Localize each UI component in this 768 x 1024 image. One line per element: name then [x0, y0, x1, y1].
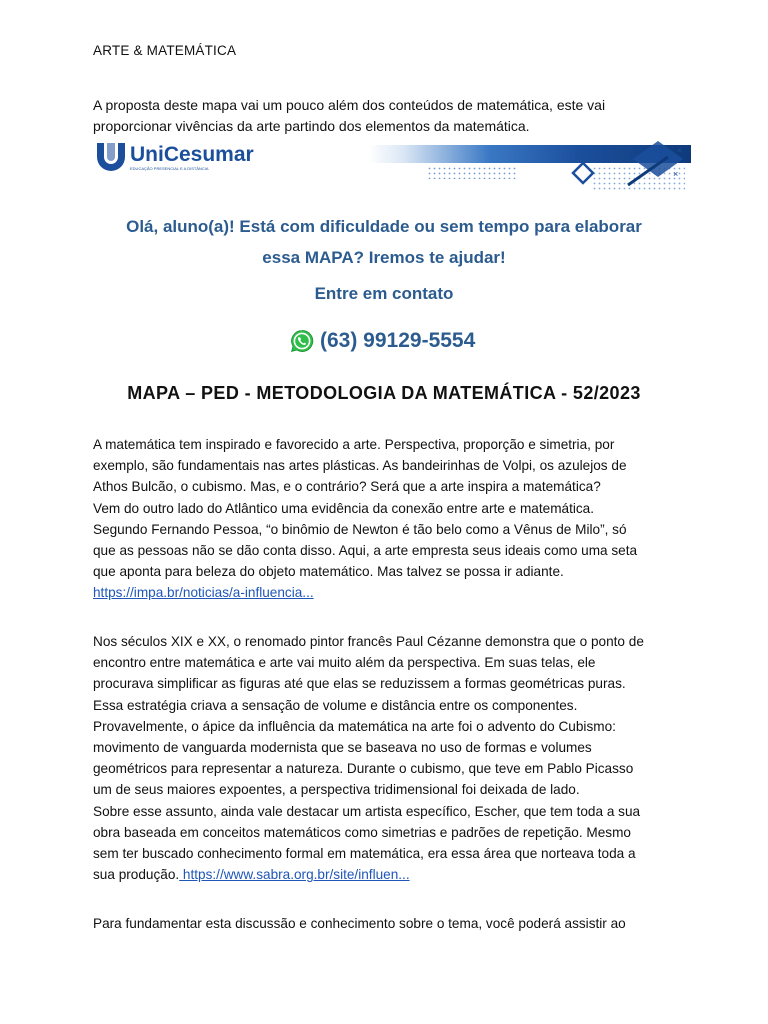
- logo-mark-icon: [97, 143, 125, 171]
- paragraph-1-line: Segundo Fernando Pessoa, “o binômio de Newton é tão belo como a Vênus de Milo”, só: [93, 521, 627, 537]
- paragraph-2: [93, 631, 683, 885]
- banner-brand: UniCesumar: [130, 143, 254, 166]
- cta-line-1: Olá, aluno(a)! Está com dificuldade ou sem tempo para elaborar: [126, 217, 642, 236]
- cta-message: [93, 211, 675, 273]
- paragraph-2-line: Provavelmente, o ápice da influência da matemática na arte foi o advento do Cubismo:: [93, 718, 616, 734]
- whatsapp-icon: [290, 329, 314, 353]
- intro-line-2: proporcionar vivências da arte partindo dos elementos da matemática.: [93, 118, 530, 134]
- paragraph-1-line: Vem do outro lado do Atlântico uma evidência da conexão entre arte e matemática.: [93, 500, 595, 516]
- contact-label: Entre em contato: [314, 284, 454, 303]
- paragraph-1: [93, 434, 683, 604]
- paragraph-1-line: Athos Bulcão, o cubismo. Mas, e o contrário? Será que a arte inspira a matemática?: [93, 479, 601, 495]
- phone-contact[interactable]: [290, 329, 475, 353]
- impa-link[interactable]: https://impa.br/noticias/a-influencia...: [93, 585, 314, 601]
- paragraph-2-line: Essa estratégia criava a sensação de volume e distância entre os componentes.: [93, 697, 578, 713]
- banner-graphic: [93, 137, 691, 193]
- paragraph-2-line: geométricos para representar a natureza. Durante o cubismo, que teve em Pablo Picasso: [93, 761, 634, 777]
- intro-text: [93, 95, 693, 137]
- document-header: ARTE & MATEMÁTICA: [93, 43, 237, 58]
- paragraph-2-line: um de seus maiores expoentes, a perspectiva tridimensional foi deixada de lado.: [93, 782, 580, 798]
- unicesumar-banner: [93, 137, 691, 193]
- paragraph-2-line: encontro entre matemática e arte vai muito além da perspectiva. Em suas telas, ele: [93, 655, 596, 671]
- paragraph-1-line: A matemática tem inspirado e favorecido a arte. Perspectiva, proporção e simetria, por: [93, 437, 615, 452]
- paragraph-2-line: movimento de vanguarda modernista que se baseava no uso de formas e volumes: [93, 740, 592, 756]
- paragraph-2-line: procurava simplificar as figuras até que elas se reduzissem a formas geométricas puras.: [93, 676, 626, 692]
- phone-number: (63) 99129-5554: [320, 329, 476, 352]
- banner-tagline: EDUCAÇÃO PRESENCIAL E A DISTÂNCIA: [130, 166, 209, 171]
- paragraph-3: [93, 913, 683, 934]
- paragraph-2-line: sem ter buscado conhecimento formal em matemática, era essa área que norteava toda a: [93, 846, 636, 862]
- sabra-link[interactable]: https://www.sabra.org.br/site/influen...: [179, 867, 410, 883]
- paragraph-2-last-line: sua produção.: [93, 867, 180, 883]
- paragraph-1-line: exemplo, são fundamentais nas artes plásticas. As bandeirinhas de Volpi, os azulejos de: [93, 458, 627, 474]
- paragraph-1-line: que aponta para beleza do objeto matemático. Mas talvez se possa ir adiante.: [93, 564, 564, 580]
- document-title: MAPA – PED - METODOLOGIA DA MATEMÁTICA - 52/2023: [127, 383, 641, 403]
- svg-text:×: ×: [677, 145, 683, 155]
- paragraph-2-line: Nos séculos XIX e XX, o renomado pintor francês Paul Cézanne demonstra que o ponto de: [93, 634, 644, 649]
- intro-line-1: A proposta deste mapa vai um pouco além dos conteúdos de matemática, este vai: [93, 97, 606, 113]
- paragraph-2-line: obra baseada em conceitos matemáticos como simetrias e padrões de repetição. Mesmo: [93, 824, 631, 840]
- cta-line-2: essa MAPA? Iremos te ajudar!: [262, 248, 506, 267]
- svg-text:×: ×: [673, 169, 679, 179]
- paragraph-2-line: Sobre esse assunto, ainda vale destacar um artista específico, Escher, que tem toda a sua: [93, 803, 641, 819]
- paragraph-1-line: que as pessoas não se dão conta disso. Aqui, a arte empresta seus ideais como uma seta: [93, 543, 638, 559]
- paragraph-3-line: Para fundamentar esta discussão e conhecimento sobre o tema, você poderá assistir ao: [93, 916, 626, 931]
